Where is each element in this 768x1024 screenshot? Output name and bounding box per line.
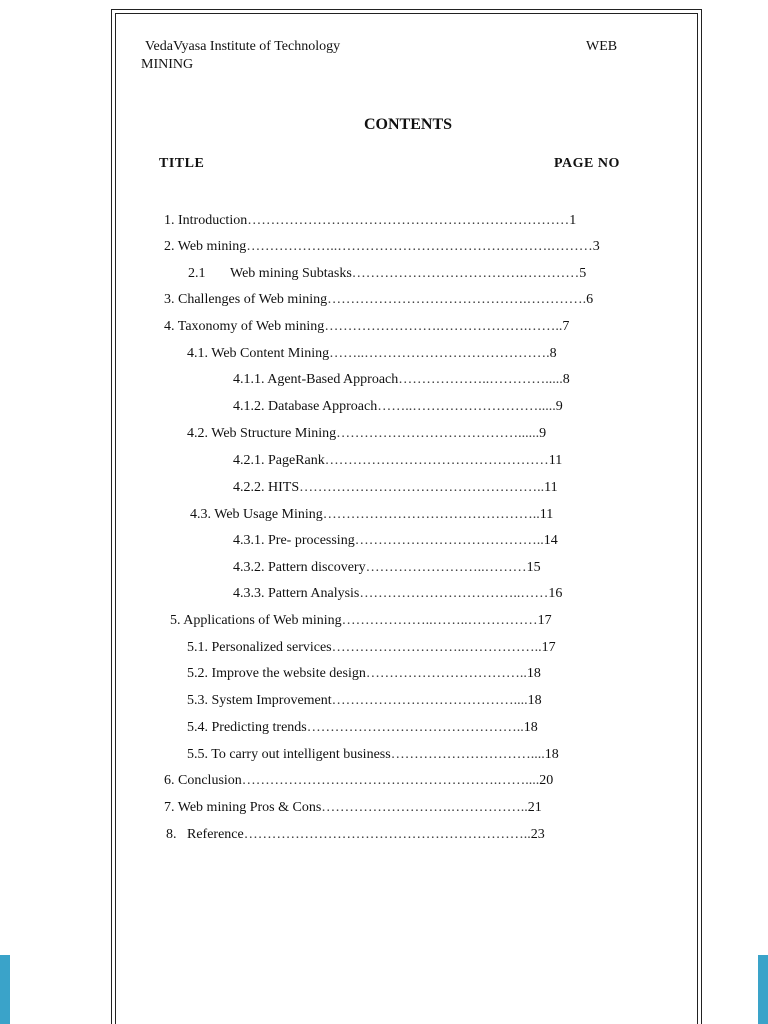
toc-leader: ……………………………………….. (322, 507, 540, 522)
toc-entry-label: 4. Taxonomy of Web mining (164, 319, 325, 334)
toc-page-number: 11 (544, 480, 558, 495)
contents-heading: CONTENTS (363, 116, 453, 133)
toc-entry-label: 2.1 Web mining Subtasks (188, 266, 352, 281)
toc-entry-label: 5.3. System Improvement (187, 693, 332, 708)
toc-leader: …………………………………………………………… (247, 213, 570, 228)
header-subject-continued: MINING (141, 57, 194, 72)
toc-entry-label: 3. Challenges of Web mining (164, 292, 328, 307)
toc-entry-label: 5.2. Improve the website design (187, 666, 366, 681)
toc-page-number: 6 (586, 292, 594, 307)
toc-leader: ……..………………………..... (377, 399, 556, 414)
toc-page-number: 5 (579, 266, 587, 281)
toc-leader: ……………………………..…… (359, 586, 549, 601)
toc-entry[interactable] (187, 665, 541, 682)
toc-entry[interactable] (233, 559, 541, 576)
toc-entry-label: 4.3.1. Pre- processing (233, 533, 355, 548)
toc-page-number: 8 (562, 372, 570, 387)
toc-page-number: 1 (569, 213, 577, 228)
toc-entry[interactable] (190, 506, 553, 523)
right-edge-tab (758, 955, 768, 1024)
header-institute: VedaVyasa Institute of Technology (145, 39, 341, 54)
toc-entry[interactable] (233, 371, 570, 388)
toc-leader: ………………..……..…………… (341, 613, 538, 628)
column-page-heading: PAGE NO (554, 156, 620, 171)
toc-leader: ………………………………….... (331, 693, 528, 708)
left-edge-tab (0, 955, 10, 1024)
toc-page-number: 18 (523, 720, 538, 735)
toc-entry[interactable] (187, 692, 542, 709)
toc-page-number: 15 (526, 560, 541, 575)
toc-leader: ……………………….…………….. (321, 800, 528, 815)
toc-entry-label: 8. Reference (166, 827, 244, 842)
toc-entry[interactable] (170, 612, 552, 629)
toc-page-number: 17 (541, 640, 556, 655)
toc-entry[interactable] (166, 826, 545, 843)
toc-page-number: 21 (527, 800, 542, 815)
toc-leader: ………………..……………………………………….……… (246, 239, 593, 254)
toc-entry[interactable] (188, 265, 586, 282)
toc-page-number: 18 (526, 666, 541, 681)
toc-entry[interactable] (233, 532, 558, 549)
toc-entry[interactable] (187, 746, 559, 763)
toc-entry-label: 5.4. Predicting trends (187, 720, 307, 735)
toc-leader: ………………………..…………….. (331, 640, 542, 655)
toc-entry[interactable] (233, 585, 562, 602)
toc-entry[interactable] (164, 799, 542, 816)
toc-entry-label: 4.1.1. Agent-Based Approach (233, 372, 399, 387)
toc-page-number: 11 (539, 507, 554, 522)
toc-entry[interactable] (233, 479, 558, 496)
toc-page-number: 8 (549, 346, 557, 361)
toc-leader: ……………………………………….. (306, 720, 524, 735)
toc-leader: …………………………….. (365, 666, 527, 681)
toc-leader: …………………………………...... (336, 426, 540, 441)
toc-page-number: 14 (543, 533, 558, 548)
toc-entry[interactable] (233, 452, 562, 469)
toc-entry-label: 4.3.3. Pattern Analysis (233, 586, 360, 601)
toc-leader: …………………………………………….. (299, 480, 545, 495)
toc-entry-label: 4.2.1. PageRank (233, 453, 325, 468)
toc-leader: ………………………….... (390, 747, 545, 762)
toc-page-number: 17 (537, 613, 552, 628)
toc-entry[interactable] (164, 318, 569, 335)
toc-page-number: 11 (548, 453, 563, 468)
toc-entry-label: 5.5. To carry out intelligent business (187, 747, 391, 762)
toc-entry-label: 4.3. Web Usage Mining (190, 507, 323, 522)
toc-leader: …………………………………………………….. (243, 827, 531, 842)
toc-entry-label: 6. Conclusion (164, 773, 242, 788)
toc-entry-label: 1. Introduction (164, 213, 248, 228)
toc-page-number: 16 (548, 586, 563, 601)
toc-page-number: 9 (555, 399, 563, 414)
toc-entry-label: 4.2.2. HITS (233, 480, 300, 495)
toc-page-number: 23 (530, 827, 545, 842)
toc-page-number: 9 (539, 426, 547, 441)
toc-page-number: 18 (544, 747, 559, 762)
toc-entry-label: 7. Web mining Pros & Cons (164, 800, 322, 815)
toc-entry[interactable] (187, 719, 538, 736)
toc-entry[interactable] (164, 212, 576, 229)
toc-leader: …………………………………….…………. (327, 292, 587, 307)
toc-entry[interactable] (187, 639, 556, 656)
toc-entry-label: 4.1. Web Content Mining (187, 346, 330, 361)
toc-leader: ……………………………………………….…….... (241, 773, 540, 788)
toc-entry-label: 5.1. Personalized services (187, 640, 332, 655)
toc-page-number: 3 (592, 239, 600, 254)
toc-entry-label: 4.1.2. Database Approach (233, 399, 378, 414)
toc-page-number: 7 (562, 319, 570, 334)
toc-entry-label: 4.3.2. Pattern discovery (233, 560, 366, 575)
toc-entry-label: 5. Applications of Web mining (170, 613, 342, 628)
toc-entry[interactable] (187, 345, 557, 362)
toc-leader: ………………..…………..... (398, 372, 563, 387)
toc-leader: ……………………………….………… (351, 266, 580, 281)
toc-entry[interactable] (233, 398, 563, 415)
toc-leader: ………………………………….. (354, 533, 544, 548)
toc-leader: ……………………..……… (365, 560, 527, 575)
toc-leader: ………………………………………… (324, 453, 549, 468)
toc-entry-label: 2. Web mining (164, 239, 247, 254)
toc-entry[interactable] (164, 772, 553, 789)
toc-page-number: 20 (539, 773, 554, 788)
header-subject: WEB (586, 39, 618, 54)
toc-entry[interactable] (164, 238, 600, 255)
column-title-heading: TITLE (159, 156, 205, 171)
toc-leader: ……..…………………………………. (329, 346, 550, 361)
toc-page-number: 18 (527, 693, 542, 708)
toc-entry[interactable] (164, 291, 593, 308)
toc-entry-label: 4.2. Web Structure Mining (187, 426, 337, 441)
toc-leader: …………………….……………….…….. (324, 319, 563, 334)
toc-entry[interactable] (187, 425, 546, 442)
